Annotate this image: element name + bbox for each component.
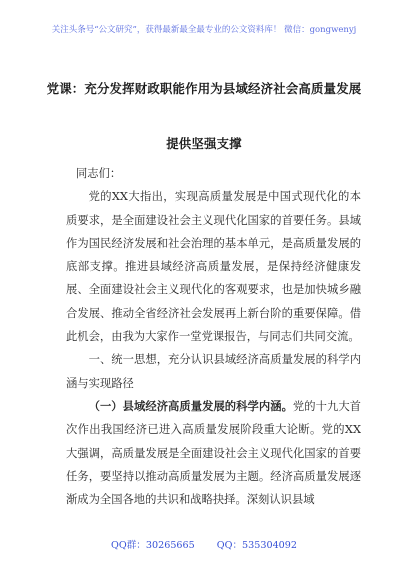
subsection-paragraph xyxy=(66,395,361,511)
header-promo-note: 关注头条号“公文研究”，获得最新最全最专业的公文资料库！ 微信：gongwenyj xyxy=(51,25,357,35)
document-body xyxy=(66,162,361,511)
document-title-line-2: 提供坚强支撑 xyxy=(166,136,242,151)
footer-contact xyxy=(0,537,408,551)
subsection-text: 党的十九大首次作出我国经济已进入高质量发展阶段重大论断。党的XX大强调，高质量发展是全面建设社会主义现代化国家的首要任务，要坚持以推动高质量发展为主题。经济高质量发展逐渐成为全国各地的共识和战略抉择。深刻认识县域 xyxy=(66,399,361,507)
subsection-heading: （一）县域经济高质量发展的科学内涵。 xyxy=(88,398,293,413)
body-paragraph: 党的XX大指出，实现高质量发展是中国式现代化的本质要求，是全面建设社会主义现代化国家的首要任务。县域作为国民经济发展和社会治理的基本单元，是高质量发展的底部支撑。推进县域经济高质量发展，是保持经济健康发展、全面建设社会主义现代化的客观要求，也是加快城乡融合发展、推动全省经济社会发展再上新台阶的重要保障。借此机会，由我为大家作一堂党课报告，与同志们共同交流。 xyxy=(66,190,361,344)
footer-qq-group: QQ群：30265665 xyxy=(110,540,195,551)
salutation: 同志们： xyxy=(76,167,122,180)
section-heading-1: 一、统一思想，充分认识县域经济高质量发展的科学内涵与实现路径 xyxy=(66,353,361,390)
footer-qq: QQ：535304092 xyxy=(216,540,297,551)
document-title-line-1: 党课：充分发挥财政职能作用为县域经济社会高质量发展 xyxy=(46,81,362,96)
